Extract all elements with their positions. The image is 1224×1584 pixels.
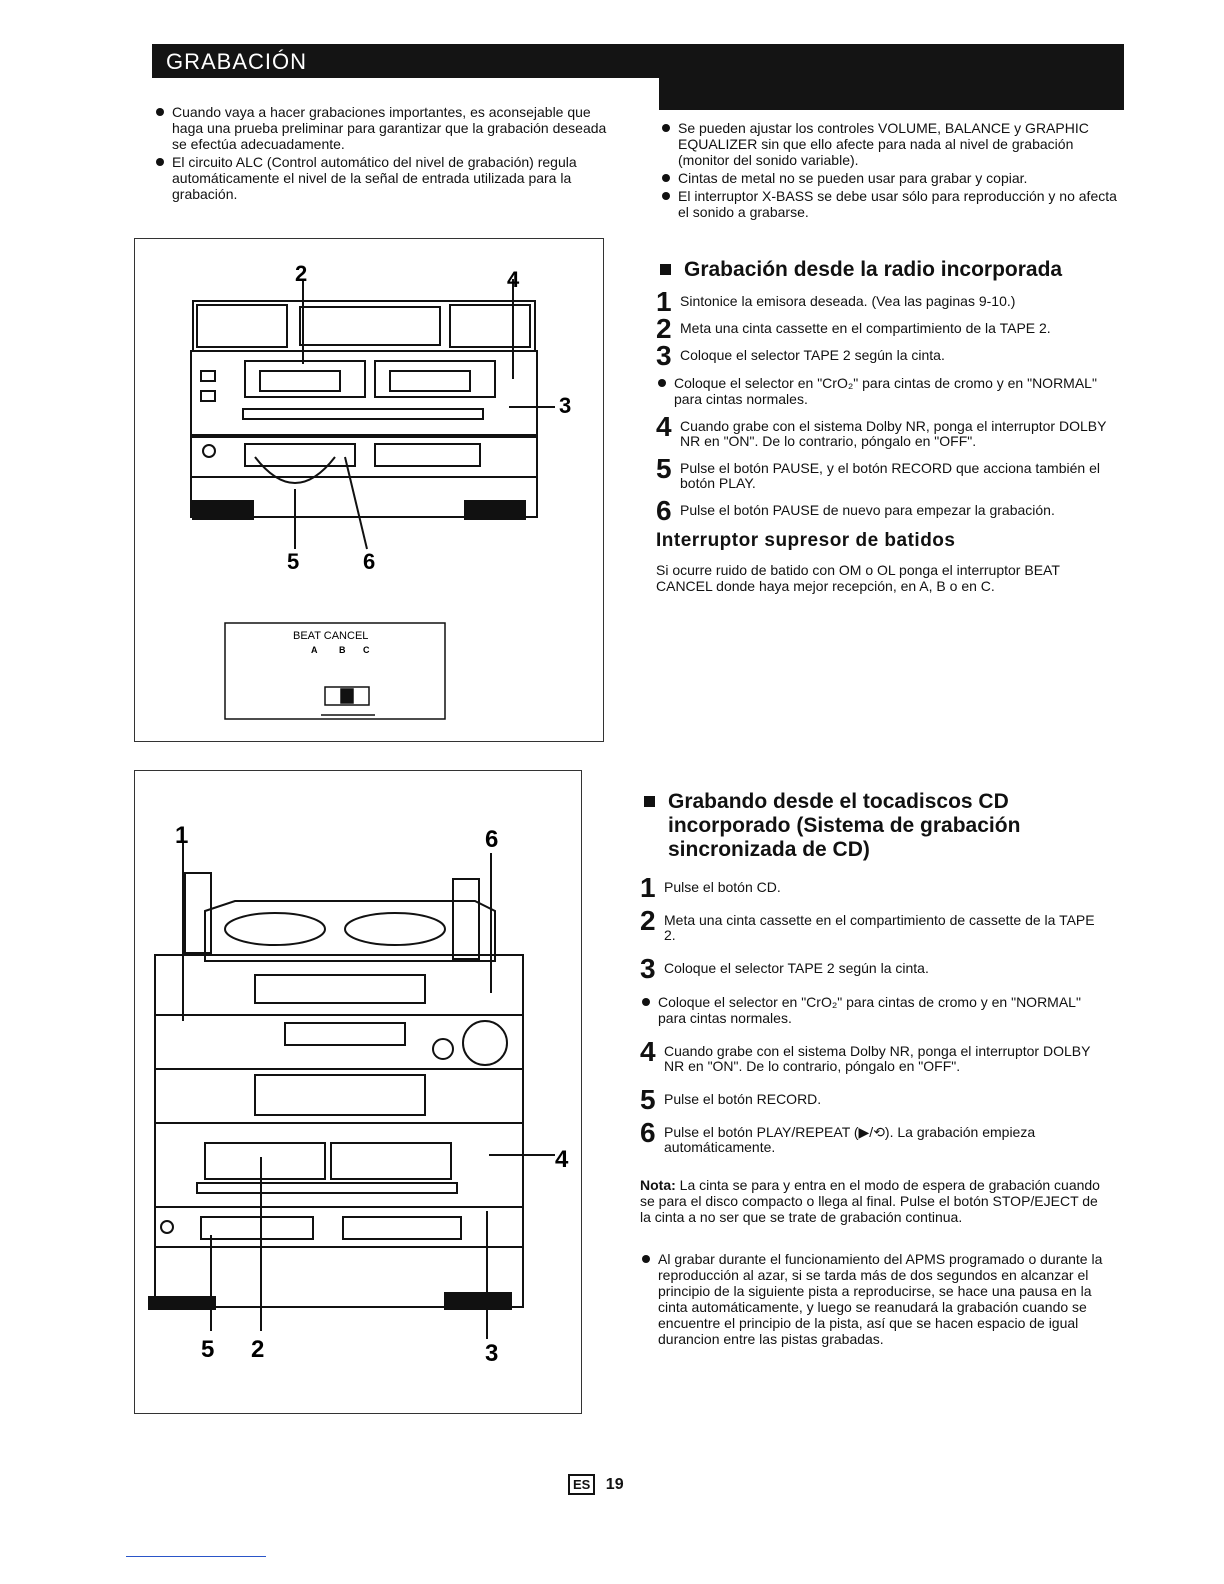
step-item: 3 Coloque el selector TAPE 2 según la cinta. — [656, 340, 945, 371]
step-item: 4 Cuando grabe con el sistema Dolby NR, ponga el interruptor DOLBY NR en "ON". De lo contrario, póngalo en "OFF". — [640, 1036, 1091, 1074]
bullet-item: Cuando vaya a hacer grabaciones importantes, es aconsejable que haga una prueba preliminar para garantizar que la grabación deseada se efectúa adecuadamente. — [154, 104, 624, 152]
beat-section-text: Si ocurre ruido de batido con OM o OL ponga el interruptor BEAT CANCEL donde haya mejor recepción, en A, B o en C. — [656, 562, 1060, 594]
stereo-illustration-1 — [135, 239, 603, 741]
language-badge: ES — [568, 1474, 595, 1495]
beat-position-a: A — [311, 645, 318, 655]
step-item: 3 Coloque el selector TAPE 2 según la cinta. — [640, 953, 929, 984]
bullet-item: Coloque el selector en "CrO₂" para cintas de cromo y en "NORMAL" para cintas normales. — [640, 994, 1104, 1026]
divider-line — [126, 1556, 266, 1557]
page-footer — [568, 1474, 624, 1495]
callout-number: 1 — [175, 822, 189, 849]
callout-number: 4 — [555, 1146, 569, 1173]
step-item: 1 Pulse el botón CD. — [640, 872, 781, 903]
figure-cd-recording — [134, 770, 582, 1414]
callout-number: 3 — [485, 1340, 499, 1367]
callout-number: 5 — [287, 549, 300, 574]
callout-number: 4 — [507, 267, 520, 292]
section-title: Grabación desde la radio incorporada — [656, 258, 1118, 282]
callout-number: 5 — [201, 1336, 215, 1363]
callout-number: 2 — [251, 1336, 265, 1363]
radio-section — [656, 258, 1118, 594]
callout-number: 6 — [485, 826, 499, 853]
bullet-item: Se pueden ajustar los controles VOLUME, BALANCE y GRAPHIC EQUALIZER sin que ello afecte para nada al nivel de grabación (monitor del sonido variable). — [660, 120, 1122, 168]
callout-number: 3 — [559, 393, 572, 418]
beat-position-b: B — [339, 645, 346, 655]
section-title: Grabando desde el tocadiscos CD incorporado (Sistema de grabación sincronizada de CD) — [640, 790, 1104, 862]
step-item: 2 Meta una cinta cassette en el compartimiento de cassette de la TAPE 2. — [640, 905, 1095, 943]
callout-number: 2 — [295, 261, 308, 286]
step-item: 1 Sintonice la emisora deseada. (Vea las paginas 9-10.) — [656, 286, 1016, 317]
figure-radio-recording — [134, 238, 604, 742]
bullet-item: Cintas de metal no se pueden usar para grabar y copiar. — [660, 170, 1122, 186]
bullet-item: El circuito ALC (Control automático del nivel de grabación) regula automáticamente el nivel de la señal de entrada utilizada para la grabación. — [154, 154, 624, 202]
beat-cancel-label: BEAT CANCEL — [293, 630, 369, 642]
beat-section-title: Interruptor supresor de batidos — [656, 530, 956, 551]
bullet-item: Coloque el selector en "CrO₂" para cintas de cromo y en "NORMAL" para cintas normales. — [656, 375, 1118, 407]
page-number: 19 — [605, 1476, 624, 1493]
apms-bullet: Al grabar durante el funcionamiento del APMS programado o durante la reproducción al azar, si se tarda más de dos segundos en alcanzar el principio de la siguiente pista a reproducirse, se hace una pausa en la cinta automáticamente, y luego se reanudará la grabación cuando se encuentre el principio de la pista, así que se hacen espacio de igual durancion entre las pistas grabadas. — [640, 1251, 1104, 1347]
note: Nota: La cinta se para y entra en el modo de espera de grabación cuando se para el disco compacto o llega al final. Pulse el botón STOP/EJECT de la cinta a no ser que se trate de grabación continua. — [640, 1177, 1100, 1225]
cd-section — [640, 790, 1104, 1349]
step-item: 2 Meta una cinta cassette en el compartimiento de la TAPE 2. — [656, 313, 1051, 344]
step-item: 6 Pulse el botón PLAY/REPEAT (▶/⟲). La grabación empieza automáticamente. — [640, 1117, 1036, 1155]
left-bullets — [154, 104, 624, 204]
beat-position-c: C — [363, 645, 370, 655]
stereo-illustration-2 — [135, 771, 581, 1413]
step-item: 4 Cuando grabe con el sistema Dolby NR, ponga el interruptor DOLBY NR en "ON". De lo contrario, póngalo en "OFF". — [656, 411, 1107, 449]
step-item: 6 Pulse el botón PAUSE de nuevo para empezar la grabación. — [656, 495, 1055, 526]
bullet-item: El interruptor X-BASS se debe usar sólo para reproducción y no afecta el sonido a grabarse. — [660, 188, 1122, 220]
header-bar — [152, 44, 1124, 110]
page-title: GRABACIÓN — [166, 49, 308, 74]
callout-number: 6 — [363, 549, 376, 574]
step-item: 5 Pulse el botón RECORD. — [640, 1084, 822, 1115]
step-item: 5 Pulse el botón PAUSE, y el botón RECORD que acciona también el botón PLAY. — [656, 453, 1100, 491]
right-bullets — [660, 120, 1122, 222]
